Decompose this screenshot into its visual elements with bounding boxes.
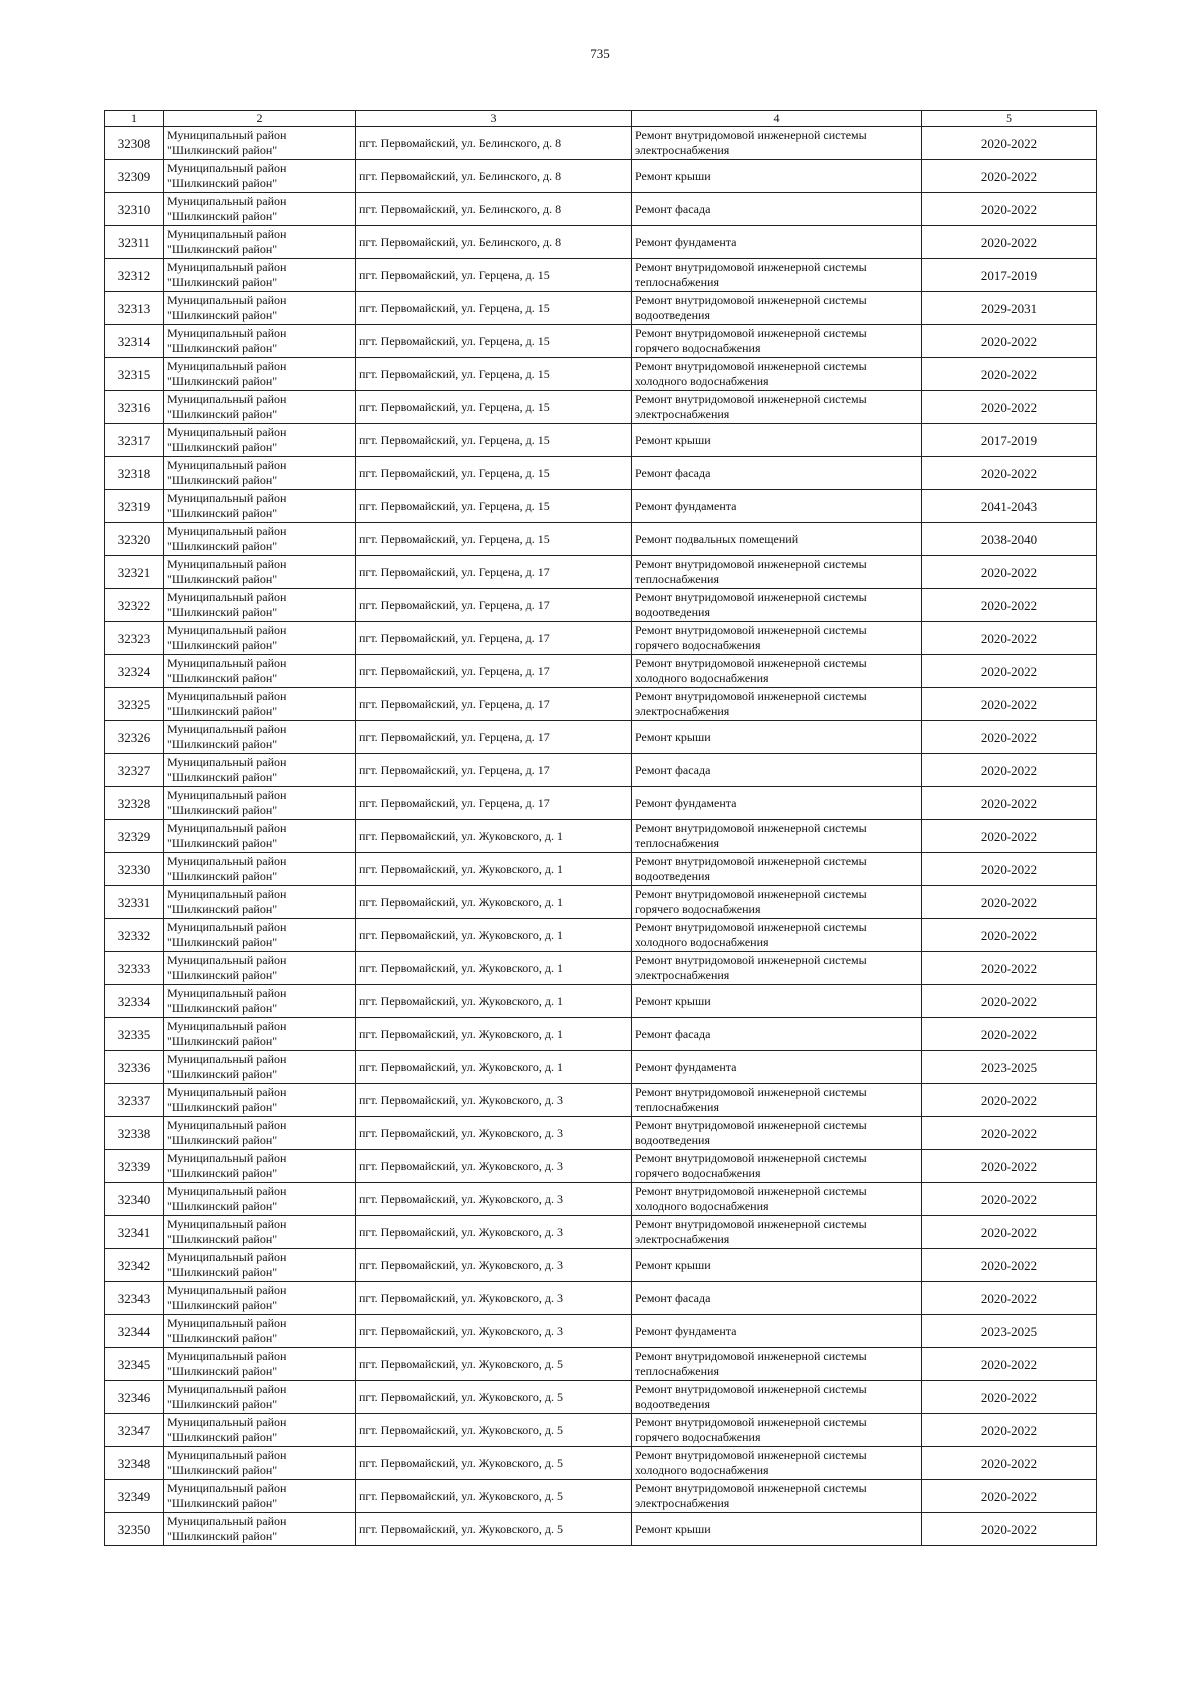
work-type-cell: Ремонт внутридомовой инженерной системы горячего водоснабжения — [632, 1150, 922, 1183]
work-type-cell: Ремонт внутридомовой инженерной системы электроснабжения — [632, 688, 922, 721]
work-type-cell: Ремонт внутридомовой инженерной системы водоотведения — [632, 292, 922, 325]
table-row — [105, 622, 1097, 655]
work-type-cell: Ремонт внутридомовой инженерной системы теплоснабжения — [632, 820, 922, 853]
municipality-cell: Муниципальный район "Шилкинский район" — [164, 325, 356, 358]
row-number-cell: 32323 — [105, 622, 164, 655]
row-number-cell: 32316 — [105, 391, 164, 424]
row-number-cell: 32325 — [105, 688, 164, 721]
work-type-cell: Ремонт внутридомовой инженерной системы теплоснабжения — [632, 556, 922, 589]
work-type-cell: Ремонт внутридомовой инженерной системы электроснабжения — [632, 127, 922, 160]
row-number-cell: 32336 — [105, 1051, 164, 1084]
address-cell: пгт. Первомайский, ул. Герцена, д. 15 — [356, 523, 632, 556]
municipality-cell: Муниципальный район "Шилкинский район" — [164, 1051, 356, 1084]
table-row — [105, 1513, 1097, 1546]
address-cell: пгт. Первомайский, ул. Герцена, д. 17 — [356, 589, 632, 622]
table-row — [105, 1447, 1097, 1480]
period-cell: 2017-2019 — [922, 424, 1097, 457]
address-cell: пгт. Первомайский, ул. Жуковского, д. 3 — [356, 1282, 632, 1315]
address-cell: пгт. Первомайский, ул. Герцена, д. 15 — [356, 391, 632, 424]
period-cell: 2020-2022 — [922, 1084, 1097, 1117]
work-type-cell: Ремонт крыши — [632, 160, 922, 193]
table-row — [105, 853, 1097, 886]
work-type-cell: Ремонт фундамента — [632, 490, 922, 523]
table-row — [105, 1348, 1097, 1381]
municipality-cell: Муниципальный район "Шилкинский район" — [164, 1117, 356, 1150]
municipality-cell: Муниципальный район "Шилкинский район" — [164, 259, 356, 292]
municipality-cell: Муниципальный район "Шилкинский район" — [164, 655, 356, 688]
period-cell: 2020-2022 — [922, 1249, 1097, 1282]
address-cell: пгт. Первомайский, ул. Жуковского, д. 3 — [356, 1150, 632, 1183]
address-cell: пгт. Первомайский, ул. Жуковского, д. 3 — [356, 1084, 632, 1117]
table-row — [105, 523, 1097, 556]
municipality-cell: Муниципальный район "Шилкинский район" — [164, 1249, 356, 1282]
period-cell: 2020-2022 — [922, 1447, 1097, 1480]
work-type-cell: Ремонт крыши — [632, 721, 922, 754]
work-type-cell: Ремонт внутридомовой инженерной системы горячего водоснабжения — [632, 622, 922, 655]
period-cell: 2020-2022 — [922, 1348, 1097, 1381]
address-cell: пгт. Первомайский, ул. Герцена, д. 17 — [356, 556, 632, 589]
municipality-cell: Муниципальный район "Шилкинский район" — [164, 127, 356, 160]
address-cell: пгт. Первомайский, ул. Жуковского, д. 3 — [356, 1249, 632, 1282]
period-cell: 2020-2022 — [922, 919, 1097, 952]
period-cell: 2020-2022 — [922, 1117, 1097, 1150]
table-row — [105, 820, 1097, 853]
period-cell: 2041-2043 — [922, 490, 1097, 523]
table-row — [105, 952, 1097, 985]
table-row — [105, 919, 1097, 952]
row-number-cell: 32334 — [105, 985, 164, 1018]
period-cell: 2020-2022 — [922, 721, 1097, 754]
row-number-cell: 32344 — [105, 1315, 164, 1348]
period-cell: 2029-2031 — [922, 292, 1097, 325]
address-cell: пгт. Первомайский, ул. Жуковского, д. 1 — [356, 853, 632, 886]
period-cell: 2020-2022 — [922, 127, 1097, 160]
municipality-cell: Муниципальный район "Шилкинский район" — [164, 523, 356, 556]
column-header-3: 3 — [356, 111, 632, 127]
row-number-cell: 32326 — [105, 721, 164, 754]
row-number-cell: 32339 — [105, 1150, 164, 1183]
row-number-cell: 32338 — [105, 1117, 164, 1150]
table-row — [105, 655, 1097, 688]
period-cell: 2020-2022 — [922, 1414, 1097, 1447]
table-row — [105, 292, 1097, 325]
row-number-cell: 32320 — [105, 523, 164, 556]
table-row — [105, 127, 1097, 160]
table-row — [105, 1480, 1097, 1513]
address-cell: пгт. Первомайский, ул. Жуковского, д. 3 — [356, 1315, 632, 1348]
municipality-cell: Муниципальный район "Шилкинский район" — [164, 919, 356, 952]
period-cell: 2020-2022 — [922, 457, 1097, 490]
address-cell: пгт. Первомайский, ул. Жуковского, д. 3 — [356, 1183, 632, 1216]
period-cell: 2020-2022 — [922, 1018, 1097, 1051]
work-type-cell: Ремонт фасада — [632, 457, 922, 490]
municipality-cell: Муниципальный район "Шилкинский район" — [164, 457, 356, 490]
work-type-cell: Ремонт внутридомовой инженерной системы водоотведения — [632, 853, 922, 886]
period-cell: 2020-2022 — [922, 622, 1097, 655]
work-type-cell: Ремонт внутридомовой инженерной системы холодного водоснабжения — [632, 1447, 922, 1480]
municipality-cell: Муниципальный район "Шилкинский район" — [164, 292, 356, 325]
table-row — [105, 1150, 1097, 1183]
address-cell: пгт. Первомайский, ул. Жуковского, д. 5 — [356, 1348, 632, 1381]
work-type-cell: Ремонт крыши — [632, 985, 922, 1018]
table-row — [105, 1282, 1097, 1315]
table-row — [105, 424, 1097, 457]
municipality-cell: Муниципальный район "Шилкинский район" — [164, 886, 356, 919]
period-cell: 2020-2022 — [922, 193, 1097, 226]
table-row — [105, 193, 1097, 226]
table-row — [105, 589, 1097, 622]
address-cell: пгт. Первомайский, ул. Жуковского, д. 1 — [356, 886, 632, 919]
municipality-cell: Муниципальный район "Шилкинский район" — [164, 754, 356, 787]
work-type-cell: Ремонт внутридомовой инженерной системы холодного водоснабжения — [632, 358, 922, 391]
work-type-cell: Ремонт фундамента — [632, 1051, 922, 1084]
table-row — [105, 1315, 1097, 1348]
address-cell: пгт. Первомайский, ул. Белинского, д. 8 — [356, 127, 632, 160]
municipality-cell: Муниципальный район "Шилкинский район" — [164, 688, 356, 721]
work-type-cell: Ремонт крыши — [632, 424, 922, 457]
row-number-cell: 32330 — [105, 853, 164, 886]
municipality-cell: Муниципальный район "Шилкинский район" — [164, 160, 356, 193]
municipality-cell: Муниципальный район "Шилкинский район" — [164, 622, 356, 655]
period-cell: 2017-2019 — [922, 259, 1097, 292]
municipality-cell: Муниципальный район "Шилкинский район" — [164, 820, 356, 853]
row-number-cell: 32337 — [105, 1084, 164, 1117]
table-row — [105, 721, 1097, 754]
row-number-cell: 32328 — [105, 787, 164, 820]
address-cell: пгт. Первомайский, ул. Герцена, д. 17 — [356, 721, 632, 754]
address-cell: пгт. Первомайский, ул. Герцена, д. 17 — [356, 655, 632, 688]
table-header — [105, 111, 1097, 127]
address-cell: пгт. Первомайский, ул. Жуковского, д. 1 — [356, 985, 632, 1018]
municipality-cell: Муниципальный район "Шилкинский район" — [164, 1084, 356, 1117]
period-cell: 2038-2040 — [922, 523, 1097, 556]
period-cell: 2023-2025 — [922, 1051, 1097, 1084]
period-cell: 2023-2025 — [922, 1315, 1097, 1348]
municipality-cell: Муниципальный район "Шилкинский район" — [164, 1183, 356, 1216]
address-cell: пгт. Первомайский, ул. Герцена, д. 15 — [356, 292, 632, 325]
period-cell: 2020-2022 — [922, 1480, 1097, 1513]
row-number-cell: 32311 — [105, 226, 164, 259]
municipality-cell: Муниципальный район "Шилкинский район" — [164, 787, 356, 820]
table-row — [105, 1414, 1097, 1447]
address-cell: пгт. Первомайский, ул. Жуковского, д. 5 — [356, 1513, 632, 1546]
work-type-cell: Ремонт внутридомовой инженерной системы электроснабжения — [632, 391, 922, 424]
period-cell: 2020-2022 — [922, 655, 1097, 688]
address-cell: пгт. Первомайский, ул. Белинского, д. 8 — [356, 193, 632, 226]
address-cell: пгт. Первомайский, ул. Герцена, д. 17 — [356, 688, 632, 721]
table-row — [105, 490, 1097, 523]
municipality-cell: Муниципальный район "Шилкинский район" — [164, 1447, 356, 1480]
period-cell: 2020-2022 — [922, 1381, 1097, 1414]
municipality-cell: Муниципальный район "Шилкинский район" — [164, 589, 356, 622]
row-number-cell: 32322 — [105, 589, 164, 622]
work-type-cell: Ремонт крыши — [632, 1249, 922, 1282]
table-row — [105, 1216, 1097, 1249]
table-row — [105, 358, 1097, 391]
municipality-cell: Муниципальный район "Шилкинский район" — [164, 556, 356, 589]
table-row — [105, 688, 1097, 721]
municipality-cell: Муниципальный район "Шилкинский район" — [164, 1216, 356, 1249]
address-cell: пгт. Первомайский, ул. Герцена, д. 15 — [356, 259, 632, 292]
period-cell: 2020-2022 — [922, 886, 1097, 919]
municipality-cell: Муниципальный район "Шилкинский район" — [164, 1315, 356, 1348]
address-cell: пгт. Первомайский, ул. Герцена, д. 15 — [356, 424, 632, 457]
work-type-cell: Ремонт фундамента — [632, 226, 922, 259]
period-cell: 2020-2022 — [922, 160, 1097, 193]
table-row — [105, 985, 1097, 1018]
table-row — [105, 226, 1097, 259]
period-cell: 2020-2022 — [922, 688, 1097, 721]
address-cell: пгт. Первомайский, ул. Герцена, д. 17 — [356, 754, 632, 787]
period-cell: 2020-2022 — [922, 952, 1097, 985]
row-number-cell: 32312 — [105, 259, 164, 292]
municipality-cell: Муниципальный район "Шилкинский район" — [164, 424, 356, 457]
work-type-cell: Ремонт крыши — [632, 1513, 922, 1546]
work-type-cell: Ремонт подвальных помещений — [632, 523, 922, 556]
work-type-cell: Ремонт внутридомовой инженерной системы теплоснабжения — [632, 259, 922, 292]
table-row — [105, 1381, 1097, 1414]
address-cell: пгт. Первомайский, ул. Белинского, д. 8 — [356, 226, 632, 259]
municipality-cell: Муниципальный район "Шилкинский район" — [164, 1480, 356, 1513]
period-cell: 2020-2022 — [922, 226, 1097, 259]
table-row — [105, 391, 1097, 424]
row-number-cell: 32347 — [105, 1414, 164, 1447]
row-number-cell: 32342 — [105, 1249, 164, 1282]
table-row — [105, 1249, 1097, 1282]
column-header-1: 1 — [105, 111, 164, 127]
address-cell: пгт. Первомайский, ул. Жуковского, д. 1 — [356, 820, 632, 853]
row-number-cell: 32324 — [105, 655, 164, 688]
row-number-cell: 32331 — [105, 886, 164, 919]
period-cell: 2020-2022 — [922, 820, 1097, 853]
municipality-cell: Муниципальный район "Шилкинский район" — [164, 1414, 356, 1447]
row-number-cell: 32317 — [105, 424, 164, 457]
work-type-cell: Ремонт фасада — [632, 1282, 922, 1315]
table-row — [105, 325, 1097, 358]
period-cell: 2020-2022 — [922, 1216, 1097, 1249]
period-cell: 2020-2022 — [922, 1183, 1097, 1216]
address-cell: пгт. Первомайский, ул. Герцена, д. 15 — [356, 490, 632, 523]
address-cell: пгт. Первомайский, ул. Жуковского, д. 1 — [356, 1051, 632, 1084]
address-cell: пгт. Первомайский, ул. Герцена, д. 15 — [356, 325, 632, 358]
row-number-cell: 32310 — [105, 193, 164, 226]
address-cell: пгт. Первомайский, ул. Жуковского, д. 5 — [356, 1381, 632, 1414]
table-row — [105, 1084, 1097, 1117]
row-number-cell: 32327 — [105, 754, 164, 787]
table-row — [105, 1018, 1097, 1051]
work-type-cell: Ремонт внутридомовой инженерной системы водоотведения — [632, 1381, 922, 1414]
municipality-cell: Муниципальный район "Шилкинский район" — [164, 721, 356, 754]
period-cell: 2020-2022 — [922, 1282, 1097, 1315]
period-cell: 2020-2022 — [922, 325, 1097, 358]
work-type-cell: Ремонт внутридомовой инженерной системы горячего водоснабжения — [632, 1414, 922, 1447]
municipality-cell: Муниципальный район "Шилкинский район" — [164, 1150, 356, 1183]
row-number-cell: 32332 — [105, 919, 164, 952]
period-cell: 2020-2022 — [922, 358, 1097, 391]
row-number-cell: 32340 — [105, 1183, 164, 1216]
repair-schedule-table — [104, 110, 1097, 1546]
period-cell: 2020-2022 — [922, 853, 1097, 886]
municipality-cell: Муниципальный район "Шилкинский район" — [164, 1513, 356, 1546]
work-type-cell: Ремонт внутридомовой инженерной системы электроснабжения — [632, 952, 922, 985]
table-row — [105, 754, 1097, 787]
work-type-cell: Ремонт внутридомовой инженерной системы водоотведения — [632, 589, 922, 622]
row-number-cell: 32350 — [105, 1513, 164, 1546]
municipality-cell: Муниципальный район "Шилкинский район" — [164, 1381, 356, 1414]
row-number-cell: 32329 — [105, 820, 164, 853]
row-number-cell: 32321 — [105, 556, 164, 589]
column-header-4: 4 — [632, 111, 922, 127]
row-number-cell: 32308 — [105, 127, 164, 160]
address-cell: пгт. Первомайский, ул. Жуковского, д. 5 — [356, 1480, 632, 1513]
period-cell: 2020-2022 — [922, 787, 1097, 820]
work-type-cell: Ремонт фундамента — [632, 787, 922, 820]
table-row — [105, 1051, 1097, 1084]
table-row — [105, 160, 1097, 193]
row-number-cell: 32335 — [105, 1018, 164, 1051]
municipality-cell: Муниципальный район "Шилкинский район" — [164, 1018, 356, 1051]
work-type-cell: Ремонт внутридомовой инженерной системы горячего водоснабжения — [632, 325, 922, 358]
municipality-cell: Муниципальный район "Шилкинский район" — [164, 952, 356, 985]
work-type-cell: Ремонт внутридомовой инженерной системы горячего водоснабжения — [632, 886, 922, 919]
work-type-cell: Ремонт внутридомовой инженерной системы теплоснабжения — [632, 1084, 922, 1117]
municipality-cell: Муниципальный район "Шилкинский район" — [164, 853, 356, 886]
table-body — [105, 127, 1097, 1546]
row-number-cell: 32319 — [105, 490, 164, 523]
table-row — [105, 1183, 1097, 1216]
period-cell: 2020-2022 — [922, 1513, 1097, 1546]
period-cell: 2020-2022 — [922, 556, 1097, 589]
work-type-cell: Ремонт внутридомовой инженерной системы холодного водоснабжения — [632, 919, 922, 952]
work-type-cell: Ремонт внутридомовой инженерной системы водоотведения — [632, 1117, 922, 1150]
work-type-cell: Ремонт фасада — [632, 193, 922, 226]
row-number-cell: 32346 — [105, 1381, 164, 1414]
table-row — [105, 556, 1097, 589]
address-cell: пгт. Первомайский, ул. Жуковского, д. 3 — [356, 1117, 632, 1150]
address-cell: пгт. Первомайский, ул. Жуковского, д. 1 — [356, 919, 632, 952]
work-type-cell: Ремонт фасада — [632, 754, 922, 787]
municipality-cell: Муниципальный район "Шилкинский район" — [164, 1348, 356, 1381]
municipality-cell: Муниципальный район "Шилкинский район" — [164, 490, 356, 523]
municipality-cell: Муниципальный район "Шилкинский район" — [164, 985, 356, 1018]
work-type-cell: Ремонт внутридомовой инженерной системы холодного водоснабжения — [632, 1183, 922, 1216]
address-cell: пгт. Первомайский, ул. Жуковского, д. 5 — [356, 1414, 632, 1447]
column-header-5: 5 — [922, 111, 1097, 127]
address-cell: пгт. Первомайский, ул. Жуковского, д. 3 — [356, 1216, 632, 1249]
address-cell: пгт. Первомайский, ул. Белинского, д. 8 — [356, 160, 632, 193]
work-type-cell: Ремонт внутридомовой инженерной системы теплоснабжения — [632, 1348, 922, 1381]
work-type-cell: Ремонт фасада — [632, 1018, 922, 1051]
row-number-cell: 32318 — [105, 457, 164, 490]
row-number-cell: 32343 — [105, 1282, 164, 1315]
municipality-cell: Муниципальный район "Шилкинский район" — [164, 193, 356, 226]
table-row — [105, 886, 1097, 919]
address-cell: пгт. Первомайский, ул. Жуковского, д. 5 — [356, 1447, 632, 1480]
row-number-cell: 32349 — [105, 1480, 164, 1513]
address-cell: пгт. Первомайский, ул. Герцена, д. 17 — [356, 787, 632, 820]
period-cell: 2020-2022 — [922, 1150, 1097, 1183]
row-number-cell: 32333 — [105, 952, 164, 985]
table-row — [105, 457, 1097, 490]
period-cell: 2020-2022 — [922, 391, 1097, 424]
header-row — [105, 111, 1097, 127]
row-number-cell: 32309 — [105, 160, 164, 193]
table-row — [105, 259, 1097, 292]
address-cell: пгт. Первомайский, ул. Герцена, д. 15 — [356, 358, 632, 391]
row-number-cell: 32345 — [105, 1348, 164, 1381]
period-cell: 2020-2022 — [922, 589, 1097, 622]
row-number-cell: 32341 — [105, 1216, 164, 1249]
row-number-cell: 32315 — [105, 358, 164, 391]
period-cell: 2020-2022 — [922, 985, 1097, 1018]
period-cell: 2020-2022 — [922, 754, 1097, 787]
work-type-cell: Ремонт внутридомовой инженерной системы холодного водоснабжения — [632, 655, 922, 688]
page-number: 735 — [590, 46, 610, 61]
row-number-cell: 32313 — [105, 292, 164, 325]
municipality-cell: Муниципальный район "Шилкинский район" — [164, 391, 356, 424]
work-type-cell: Ремонт внутридомовой инженерной системы электроснабжения — [632, 1480, 922, 1513]
municipality-cell: Муниципальный район "Шилкинский район" — [164, 226, 356, 259]
address-cell: пгт. Первомайский, ул. Жуковского, д. 1 — [356, 952, 632, 985]
address-cell: пгт. Первомайский, ул. Жуковского, д. 1 — [356, 1018, 632, 1051]
address-cell: пгт. Первомайский, ул. Герцена, д. 17 — [356, 622, 632, 655]
municipality-cell: Муниципальный район "Шилкинский район" — [164, 1282, 356, 1315]
row-number-cell: 32314 — [105, 325, 164, 358]
municipality-cell: Муниципальный район "Шилкинский район" — [164, 358, 356, 391]
table-row — [105, 1117, 1097, 1150]
table-row — [105, 787, 1097, 820]
work-type-cell: Ремонт фундамента — [632, 1315, 922, 1348]
work-type-cell: Ремонт внутридомовой инженерной системы электроснабжения — [632, 1216, 922, 1249]
column-header-2: 2 — [164, 111, 356, 127]
address-cell: пгт. Первомайский, ул. Герцена, д. 15 — [356, 457, 632, 490]
row-number-cell: 32348 — [105, 1447, 164, 1480]
